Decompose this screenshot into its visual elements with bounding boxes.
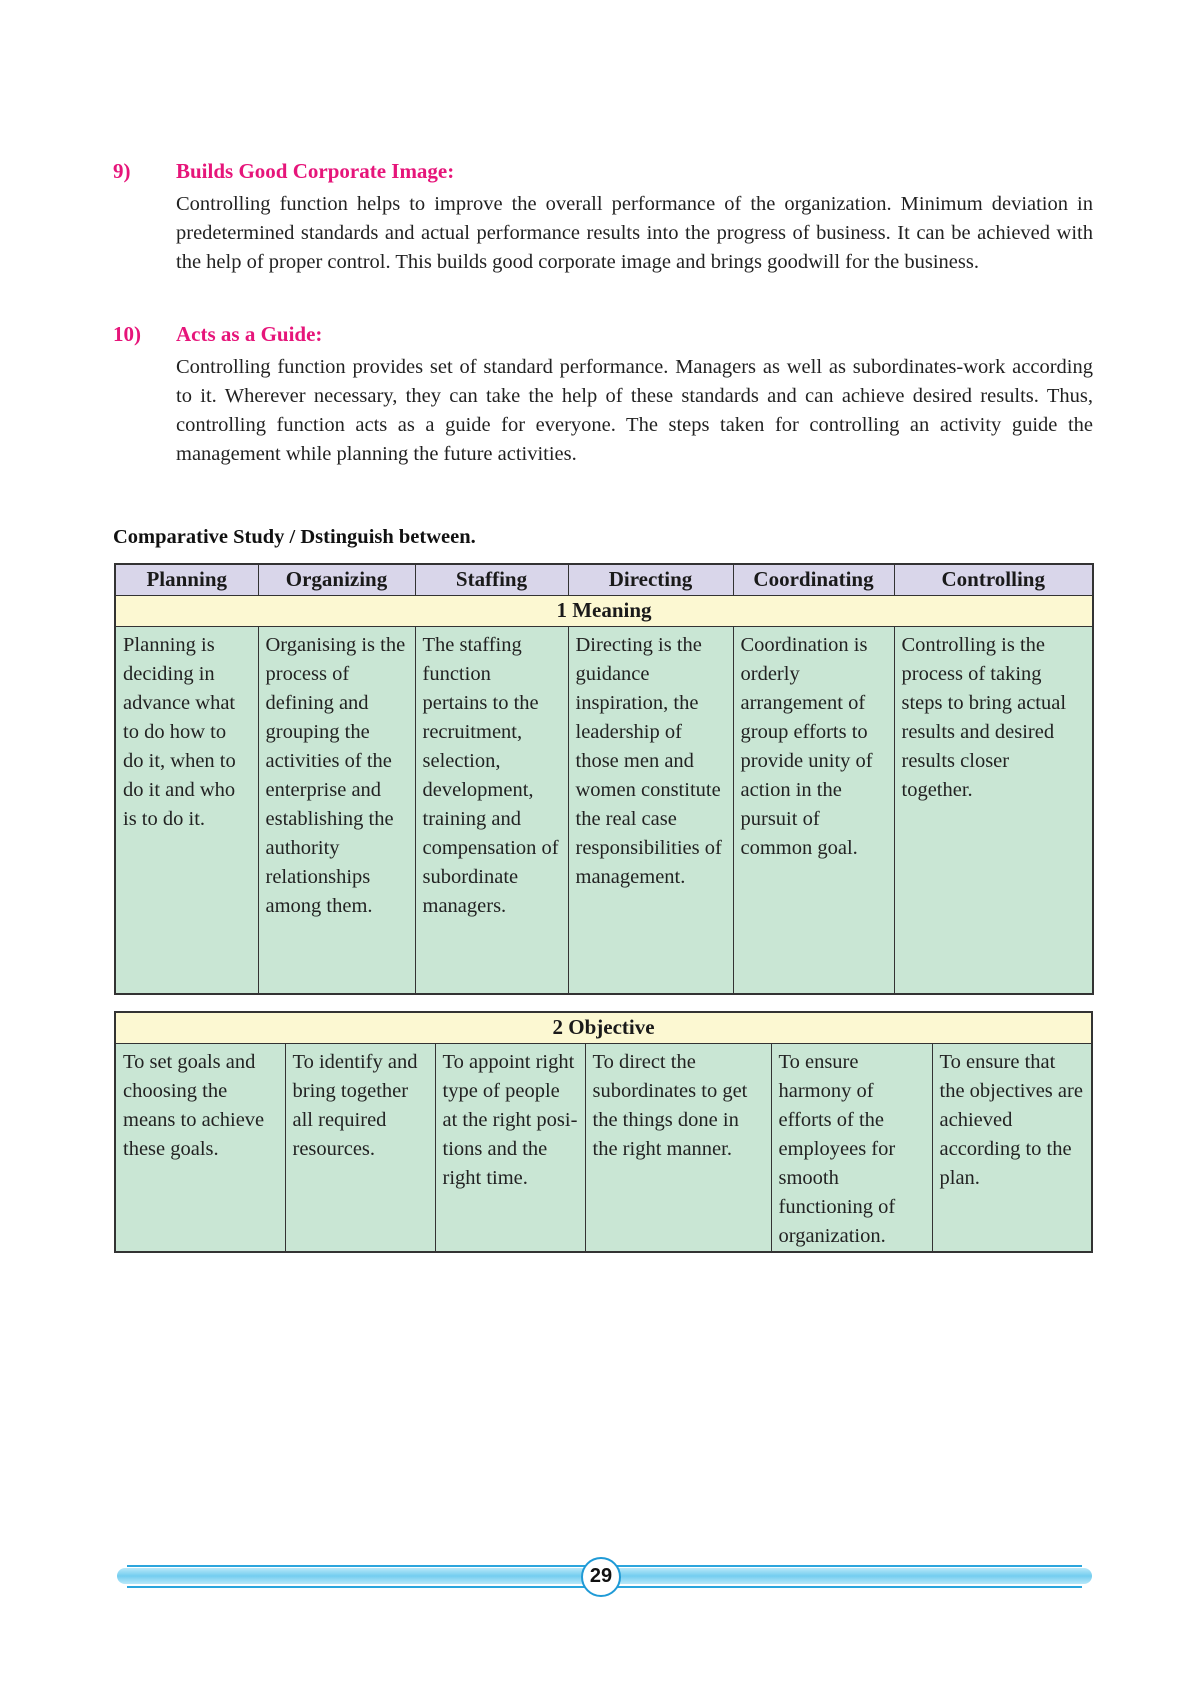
header-coordinating: Coordinating <box>733 564 894 595</box>
meaning-band <box>115 595 1093 626</box>
section-title: Acts as a Guide: <box>176 322 323 346</box>
page-number: 29 <box>581 1557 621 1597</box>
objective-controlling: To ensure that the objectives are achieved according to the plan. <box>932 1043 1092 1252</box>
meaning-controlling: Controlling is the process of taking steps to bring actual results and desired results closer together. <box>894 626 1093 994</box>
objective-label: 2 Objective <box>115 1012 1092 1043</box>
meaning-staffing: The staffing function pertains to the recruitment, selection, development, training and compensation of subordinate managers. <box>415 626 568 994</box>
header-planning: Planning <box>115 564 258 595</box>
header-staffing: Staffing <box>415 564 568 595</box>
header-row <box>115 564 1093 595</box>
header-directing: Directing <box>568 564 733 595</box>
meaning-label: 1 Meaning <box>115 595 1093 626</box>
section-heading <box>113 321 1093 347</box>
meaning-coordinating: Coordination is orderly arrangement of group efforts to provide unity of action in the pursuit of common goal. <box>733 626 894 994</box>
objective-coordinating: To ensure harmony of efforts of the employees for smooth functioning of organization. <box>771 1043 932 1252</box>
section-9 <box>113 158 1093 277</box>
section-number: 9) <box>113 159 131 183</box>
objective-organizing: To identify and bring together all required resources. <box>285 1043 435 1252</box>
objective-staffing: To appoint right type of people at the right posi-tions and the right time. <box>435 1043 585 1252</box>
objective-table <box>114 1011 1093 1253</box>
header-organizing: Organizing <box>258 564 415 595</box>
meaning-planning: Planning is deciding in advance what to do how to do it, when to do it and who is to do it. <box>115 626 258 994</box>
meaning-directing: Directing is the guidance inspiration, the leadership of those men and women constitute the real case responsibilities of management. <box>568 626 733 994</box>
meaning-row <box>115 626 1093 994</box>
header-controlling: Controlling <box>894 564 1093 595</box>
section-number: 10) <box>113 322 141 346</box>
meaning-table <box>114 563 1094 995</box>
objective-directing: To direct the subordinates to get the things done in the right manner. <box>585 1043 771 1252</box>
section-10 <box>113 321 1093 469</box>
meaning-organizing: Organising is the process of defining and grouping the activities of the enterprise and establishing the authority relationships among them. <box>258 626 415 994</box>
section-heading <box>113 158 1093 184</box>
objective-planning: To set goals and choosing the means to achieve these goals. <box>115 1043 285 1252</box>
comparison-title: Comparative Study / Dstinguish between. <box>113 526 476 548</box>
objective-band <box>115 1012 1092 1043</box>
objective-row <box>115 1043 1092 1252</box>
section-body: Controlling function helps to improve the overall performance of the organization. Minimum deviation in predetermined standards and actual performance results into the progress of business. It can be achieved with the help of proper control. This builds good corporate image and brings goodwill for the business. <box>176 193 1093 273</box>
section-body: Controlling function provides set of standard performance. Managers as well as subordinates-work according to it. Wherever necessary, they can take the help of these standards and can achieve desired results. Thus, controlling function acts as a guide for everyone. The steps taken for controlling an activity guide the management while planning the future activities. <box>176 356 1093 465</box>
section-title: Builds Good Corporate Image: <box>176 159 455 183</box>
